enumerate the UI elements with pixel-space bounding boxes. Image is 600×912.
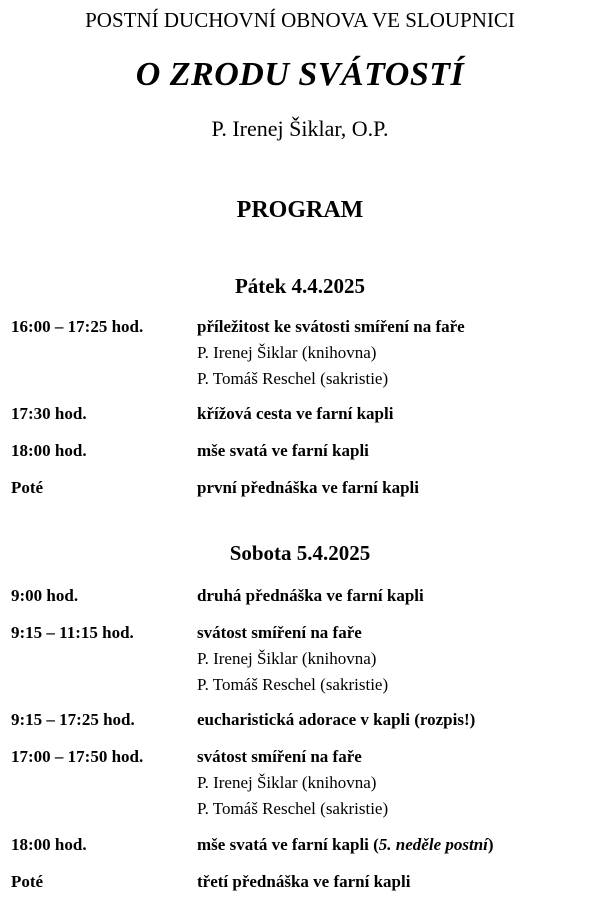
schedule-description	[197, 438, 369, 464]
day-heading-saturday: Sobota 5.4.2025	[229, 541, 371, 565]
schedule-person: P. Tomáš Reschel (sakristie)	[197, 799, 389, 818]
schedule-time: Poté	[11, 478, 44, 497]
schedule-time: 17:00 – 17:50 hod.	[11, 747, 144, 766]
schedule-activity: svátost smíření na faře	[197, 623, 362, 642]
schedule-description	[197, 869, 410, 895]
schedule-time: 18:00 hod.	[11, 441, 87, 460]
schedule-person: P. Irenej Šiklar (knihovna)	[197, 773, 377, 792]
retreat-author: P. Irenej Šiklar, O.P.	[211, 116, 389, 141]
schedule-description	[197, 620, 388, 698]
schedule-activity: mše svatá ve farní kapli	[197, 441, 369, 460]
schedule-time: 9:15 – 17:25 hod.	[11, 710, 135, 729]
schedule-activity: příležitost ke svátosti smíření na faře	[197, 317, 465, 336]
schedule-time: 9:00 hod.	[11, 586, 79, 605]
schedule-description	[197, 475, 419, 501]
schedule-description	[197, 707, 475, 733]
schedule-description	[197, 744, 388, 822]
schedule-person: P. Tomáš Reschel (sakristie)	[197, 369, 389, 388]
schedule-description	[197, 314, 465, 392]
schedule-activity: křížová cesta ve farní kapli	[197, 404, 394, 423]
retreat-title: O ZRODU SVÁTOSTÍ	[135, 56, 465, 93]
schedule-description	[197, 832, 494, 858]
day-heading-friday: Pátek 4.4.2025	[234, 274, 366, 298]
schedule-time: 9:15 – 11:15 hod.	[11, 623, 134, 642]
schedule-time: 16:00 – 17:25 hod.	[11, 317, 144, 336]
schedule-time: 17:30 hod.	[11, 404, 87, 423]
schedule-person: P. Irenej Šiklar (knihovna)	[197, 649, 377, 668]
schedule-activity: eucharistická adorace v kapli (rozpis!)	[197, 710, 476, 729]
schedule-activity-text: mše svatá ve farní kapli (	[197, 835, 379, 854]
schedule-time: Poté	[11, 872, 44, 891]
schedule-activity: první přednáška ve farní kapli	[197, 478, 419, 497]
schedule-person: P. Tomáš Reschel (sakristie)	[197, 675, 389, 694]
schedule-activity-text: )	[487, 835, 494, 854]
schedule-activity: svátost smíření na faře	[197, 747, 362, 766]
program-heading: PROGRAM	[236, 197, 364, 223]
retreat-subtitle: POSTNÍ DUCHOVNÍ OBNOVA VE SLOUPNICI	[85, 8, 515, 32]
schedule-description	[197, 583, 424, 609]
schedule-activity: třetí přednáška ve farní kapli	[197, 872, 411, 891]
schedule-description	[197, 401, 393, 427]
schedule-person: P. Irenej Šiklar (knihovna)	[197, 343, 377, 362]
schedule-activity	[197, 832, 494, 858]
schedule-activity-note: 5. neděle postní	[378, 835, 488, 854]
schedule-activity: druhá přednáška ve farní kapli	[197, 586, 424, 605]
schedule-time: 18:00 hod.	[11, 835, 87, 854]
